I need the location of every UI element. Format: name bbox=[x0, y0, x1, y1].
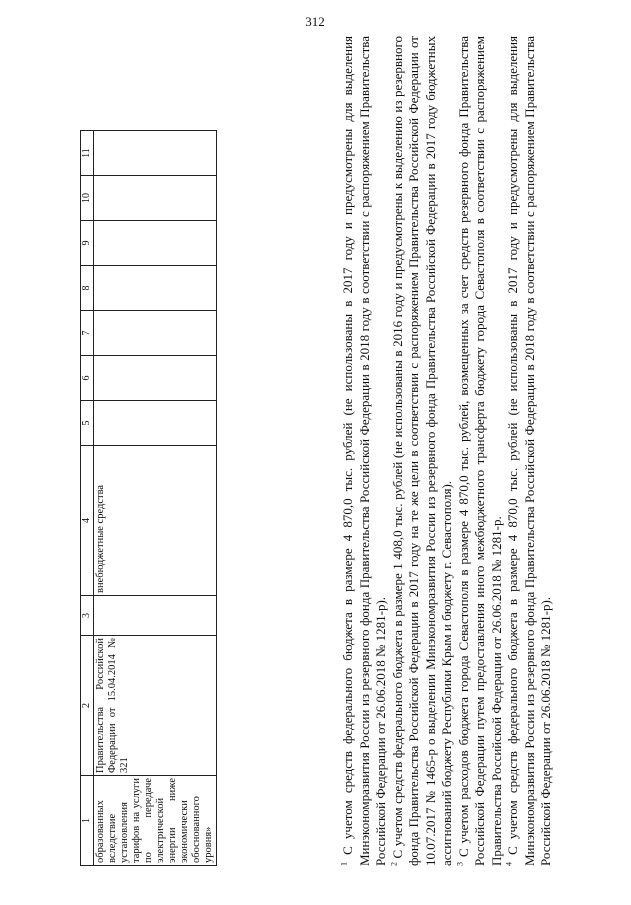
footnote-marker: 3 bbox=[455, 862, 465, 866]
footnote-text: С учетом средств федерального бюджета в размере 4 870,0 тыс. рублей (не использованы в 2017 году и предусмотрены для выделения Минэкономразвития России из резервного фонда Правительства Российской Федерации в 2018 году в соответствии с распоряжением Правительства Российской Федерации от 26.06.2018 № 1281-р). bbox=[505, 35, 553, 866]
table-cell bbox=[94, 356, 217, 401]
table-header-row bbox=[81, 131, 94, 866]
footnote bbox=[456, 36, 506, 866]
data-table bbox=[80, 130, 217, 866]
table-cell bbox=[94, 266, 217, 311]
table-cell bbox=[94, 131, 217, 176]
table-cell: образованных вследствие установления тарифов на услуги по передаче электрической энергии ниже экономически обоснованного уровня» bbox=[94, 776, 217, 866]
footnotes bbox=[340, 36, 555, 866]
table-header-cell: 10 bbox=[81, 176, 94, 221]
table-header-cell: 3 bbox=[81, 596, 94, 636]
table-header-cell: 5 bbox=[81, 401, 94, 446]
table-cell bbox=[94, 311, 217, 356]
table-header-cell: 7 bbox=[81, 311, 94, 356]
table-header-cell: 2 bbox=[81, 636, 94, 776]
table-cell: внебюджетные средства bbox=[94, 446, 217, 596]
table-cell bbox=[94, 596, 217, 636]
table-header-cell: 4 bbox=[81, 446, 94, 596]
table-header-cell: 6 bbox=[81, 356, 94, 401]
footnote bbox=[340, 36, 390, 866]
footnote-marker: 4 bbox=[504, 862, 514, 866]
table-cell: Правительства Российской Федерации от 15.04.2014 № 321 bbox=[94, 636, 217, 776]
table-header-cell: 1 bbox=[81, 776, 94, 866]
table-header-cell: 8 bbox=[81, 266, 94, 311]
table-header-cell: 9 bbox=[81, 221, 94, 266]
table-cell bbox=[94, 176, 217, 221]
table-header-cell: 11 bbox=[81, 131, 94, 176]
page-number: 312 bbox=[305, 14, 325, 29]
footnote-marker: 2 bbox=[389, 862, 399, 866]
table-cell bbox=[94, 401, 217, 446]
footnote-text: С учетом средств федерального бюджета в размере 1 408,0 тыс. рублей (не использованы в 2016 году и предусмотрены к выделению из резервного фонда Правительства Российской Федерации в 2017 году на те же цели в соответствии с распоряжением Правительства Российской Федерации от 10.07.2017 № 1465-р о выделении Минэкономразвития России из резервного фонда Правительства Российской Федерации в 2017 году бюджетных ассигнований бюджету Республики Крым и бюджету г. Севастополя). bbox=[389, 36, 454, 866]
footnote bbox=[390, 36, 456, 866]
footnote-text: С учетом средств федерального бюджета в размере 4 870,0 тыс. рублей (не использованы в 2017 году и предусмотрены для выделения Минэкономразвития России из резервного фонда Правительства Российской Федерации в 2018 году в соответствии с распоряжением Правительства Российской Федерации от 26.06.2018 № 1281-р). bbox=[340, 35, 388, 866]
table-cell bbox=[94, 221, 217, 266]
footnote-marker: 1 bbox=[339, 862, 349, 866]
footnote bbox=[505, 36, 555, 866]
footnote-text: С учетом расходов бюджета города Севастополя в размере 4 870,0 тыс. рублей, возмещенных за счет средств резервного фонда Правительства Российской Федерации путем предоставления иного межбюджетного трансферта бюджету города Севастополя в соответствии с распоряжением Правительства Российской Федерации от 26.06.2018 № 1281-р. bbox=[455, 35, 504, 866]
table-row bbox=[94, 131, 217, 866]
rotated-page-content bbox=[80, 36, 582, 866]
